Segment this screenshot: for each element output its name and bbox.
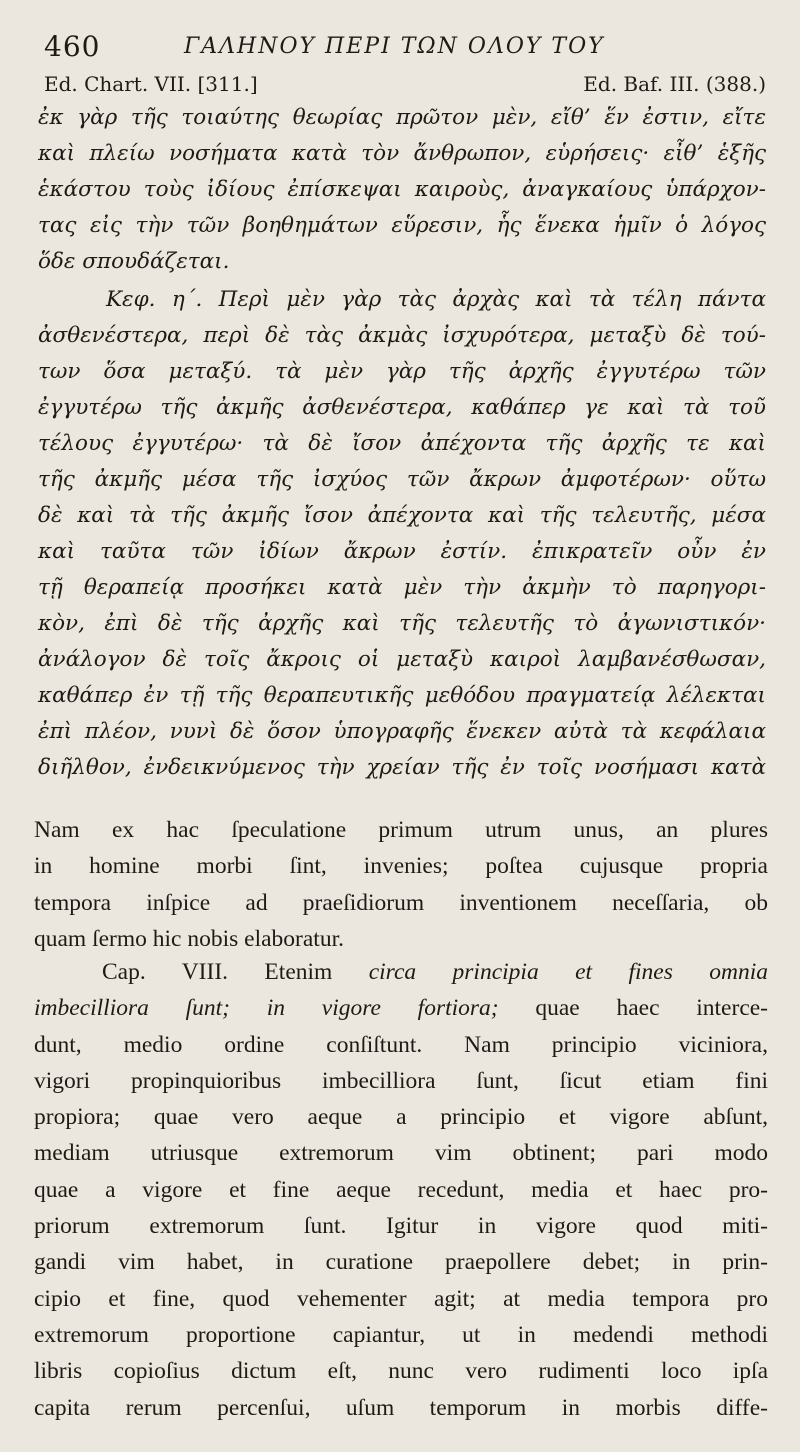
- latin-line: priorum extremorum ſunt. Igitur in vigore quod miti-: [34, 1213, 768, 1240]
- greek-line: ἐκ γὰρ τῆς τοιαύτης θεωρίας πρῶτον μὲν, εἴθ’ ἕν ἐστιν, εἴτε: [38, 105, 766, 130]
- latin-line: tempora inſpice ad praeſidiorum inventionem neceſſaria, ob: [34, 889, 768, 916]
- greek-line: ἑκάστου τοὺς ἰδίους ἐπίσκεψαι καιροὺς, ἀναγκαίους ὑπάρχον-: [38, 177, 766, 202]
- greek-line: ἐγγυτέρω τῆς ἀκμῆς ἀσθενέστερα, καθάπερ γε καὶ τὰ τοῦ: [38, 395, 766, 420]
- latin-line: [34, 990, 768, 1026]
- greek-line: καὶ πλείω νοσήματα κατὰ τὸν ἄνθρωπον, εὑρήσεις· εἶθ’ ἑξῆς: [38, 141, 766, 166]
- latin-line: mediam utriusque extremorum vim obtinent; pari modo: [34, 1140, 768, 1167]
- page-number: 460: [44, 30, 101, 63]
- italic-aphorism: imbecilliora ſunt; in vigore fortiora;: [34, 995, 499, 1022]
- latin-line: extremorum proportione capiantur, ut in medendi methodi: [34, 1321, 768, 1348]
- running-title: ΓΑΛΗΝΟΥ ΠΕΡΙ ΤΩΝ ΟΛΟΥ ΤΟΥ: [184, 34, 605, 59]
- greek-line-chapter-heading: Κεφ. η΄. Περὶ μὲν γὰρ τὰς ἀρχὰς καὶ τὰ τέλη πάντα: [106, 287, 766, 312]
- latin-line: gandi vim habet, in curatione praepollere debet; in prin-: [34, 1249, 768, 1276]
- latin-text: quae haec interce-: [498, 995, 769, 1022]
- greek-line: ἀνάλογον δὲ τοῖς ἄκροις οἱ μεταξὺ καιροὶ λαμβανέσθωσαν,: [38, 647, 766, 672]
- latin-line: propiora; quae vero aeque a principio et vigore abſunt,: [34, 1104, 768, 1131]
- latin-line: quae a vigore et fine aeque recedunt, media et haec pro-: [34, 1176, 768, 1203]
- greek-line: κὸν, ἐπὶ δὲ τῆς ἀρχῆς καὶ τῆς τελευτῆς τὸ ἀγωνιστικόν·: [38, 611, 766, 636]
- greek-line: διῆλθον, ἐνδεικνύμενος τὴν χρείαν τῆς ἐν τοῖς νοσήμασι κατὰ: [38, 755, 766, 780]
- latin-line: in homine morbi ſint, invenies; poſtea cujusque propria: [34, 853, 768, 880]
- latin-line: dunt, medio ordine conſiſtunt. Nam principio viciniora,: [34, 1031, 768, 1058]
- greek-paragraph-2: [38, 282, 766, 786]
- greek-line: τῇ θεραπείᾳ προσήκει κατὰ μὲν τὴν ἀκμὴν τὸ παρηγορι-: [38, 575, 766, 600]
- latin-line: quam ſermo hic nobis elaboratur.: [34, 925, 344, 952]
- page-header: [44, 26, 620, 66]
- greek-line: τῆς ἀκμῆς μέσα τῆς ἰσχύος τῶν ἄκρων ἀμφοτέρων· οὕτω: [38, 467, 766, 492]
- greek-line: καὶ ταῦτα τῶν ἰδίων ἄκρων ἐστίν. ἐπικρατεῖν οὖν ἐν: [38, 539, 766, 564]
- edition-references: [44, 72, 766, 102]
- latin-line: libris copioſius dictum eſt, nunc vero rudimenti loco ipſa: [34, 1358, 768, 1385]
- greek-line: δὲ καὶ τὰ τῆς ἀκμῆς ἴσον ἀπέχοντα καὶ τῆς τελευτῆς, μέσα: [38, 503, 766, 528]
- latin-paragraph-2: [34, 954, 768, 1426]
- greek-line: τέλους ἐγγυτέρω· τὰ δὲ ἴσον ἀπέχοντα τῆς ἀρχῆς τε καὶ: [38, 431, 766, 456]
- latin-line: Nam ex hac ſpeculatione primum utrum unus, an plures: [34, 817, 768, 843]
- greek-line: καθάπερ ἐν τῇ τῆς θεραπευτικῆς μεθόδου πραγματείᾳ λέλεκται: [38, 683, 766, 708]
- edition-chart-reference: Ed. Chart. VII. [311.]: [44, 72, 258, 96]
- italic-aphorism: circa principia et fines omnia: [368, 959, 768, 985]
- greek-line: τας εἰς τὴν τῶν βοηθημάτων εὕρεσιν, ἧς ἕνεκα ἡμῖν ὁ λόγος: [38, 213, 766, 238]
- latin-paragraph-1: [34, 812, 768, 957]
- chapter-heading-text: Cap. VIII. Etenim: [102, 959, 369, 985]
- latin-line: vigori propinquioribus imbecilliora ſunt, ſicut etiam fini: [34, 1067, 768, 1094]
- latin-line: capita rerum percenſui, uſum temporum in morbis diffe-: [34, 1394, 768, 1421]
- greek-line: ἐπὶ πλέον, νυνὶ δὲ ὅσον ὑπογραφῆς ἕνεκεν αὐτὰ τὰ κεφάλαια: [38, 719, 766, 744]
- greek-line: ἀσθενέστερα, περὶ δὲ τὰς ἀκμὰς ἰσχυρότερα, μεταξὺ δὲ τού-: [38, 323, 766, 348]
- greek-line: των ὅσα μεταξύ. τὰ μὲν γὰρ τῆς ἀρχῆς ἐγγυτέρω τῶν: [38, 359, 766, 384]
- edition-basel-reference: Ed. Baf. III. (388.): [583, 72, 766, 96]
- greek-line: ὅδε σπουδάζεται.: [38, 249, 230, 274]
- latin-line-chapter-heading: [34, 954, 768, 990]
- greek-paragraph-1: [38, 100, 766, 280]
- latin-line: cipio et fine, quod vehementer agit; at media tempora pro: [34, 1285, 768, 1312]
